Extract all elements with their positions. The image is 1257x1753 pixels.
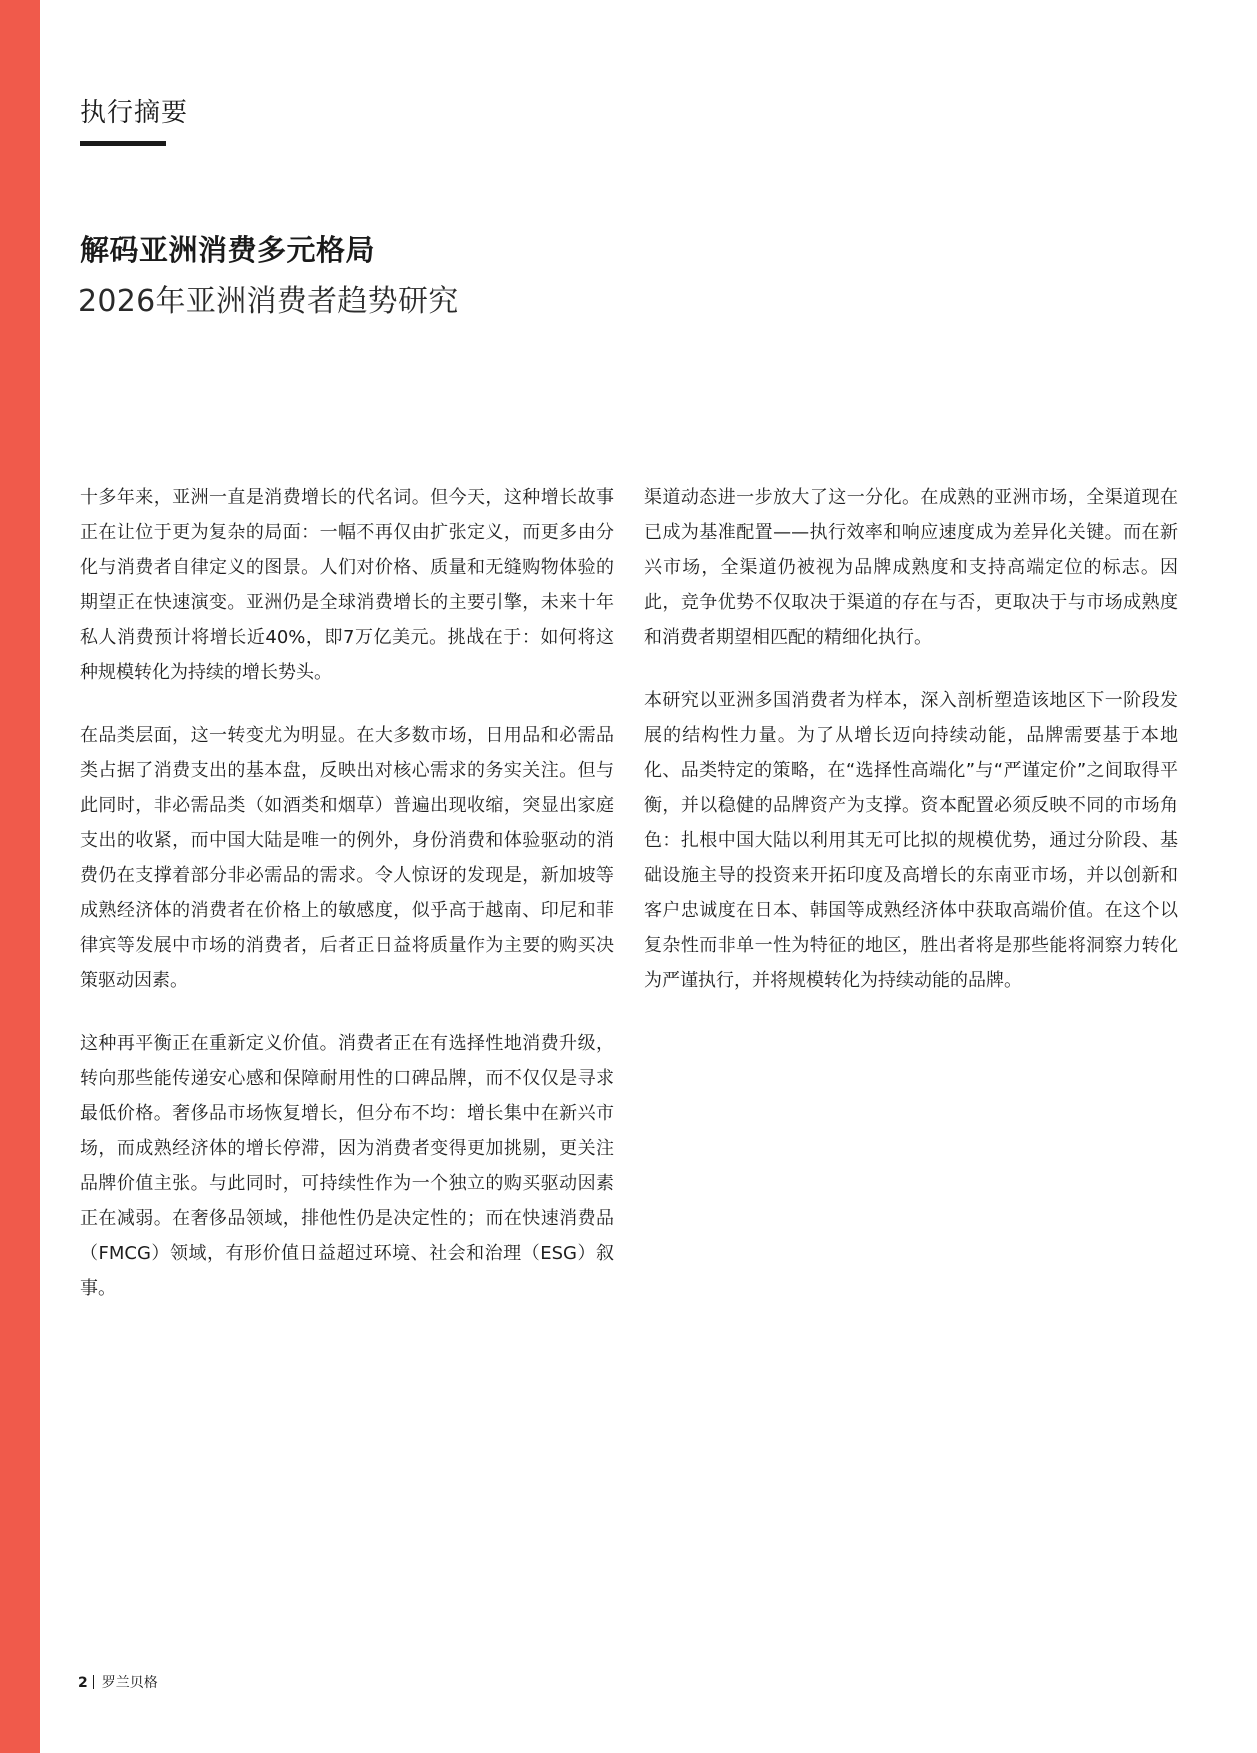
- body-paragraph: 这种再平衡正在重新定义价值。消费者正在有选择性地消费升级，转向那些能传递安心感和保障耐用性的口碑品牌，而不仅仅是寻求最低价格。奢侈品市场恢复增长，但分布不均：增长集中在新兴市场，而成熟经济体的增长停滞，因为消费者变得更加挑剔，更关注品牌价值主张。与此同时，可持续性作为一个独立的购买驱动因素正在减弱。在奢侈品领域，排他性仍是决定性的；而在快速消费品（FMCG）领域，有形价值日益超过环境、社会和治理（ESG）叙事。: [80, 1033, 614, 1299]
- section-label: 执行摘要: [80, 98, 189, 128]
- page-subtitle: 2026年亚洲消费者趋势研究: [78, 284, 459, 319]
- right-text-column: [644, 480, 1178, 1026]
- body-paragraph: 在品类层面，这一转变尤为明显。在大多数市场，日用品和必需品类占据了消费支出的基本盘，反映出对核心需求的务实关注。但与此同时，非必需品类（如酒类和烟草）普遍出现收缩，突显出家庭支出的收紧，而中国大陆是唯一的例外，身份消费和体验驱动的消费仍在支撑着部分非必需品的需求。令人惊讶的发现是，新加坡等成熟经济体的消费者在价格上的敏感度，似乎高于越南、印尼和菲律宾等发展中市场的消费者，后者正日益将质量作为主要的购买决策驱动因素。: [80, 725, 614, 991]
- footer-divider: [93, 1675, 94, 1689]
- body-paragraph: 本研究以亚洲多国消费者为样本，深入剖析塑造该地区下一阶段发展的结构性力量。为了从增长迈向持续动能，品牌需要基于本地化、品类特定的策略，在“选择性高端化”与“严谨定价”之间取得平衡，并以稳健的品牌资产为支撑。资本配置必须反映不同的市场角色：扎根中国大陆以利用其无可比拟的规模优势，通过分阶段、基础设施主导的投资来开拓印度及高增长的东南亚市场，并以创新和客户忠诚度在日本、韩国等成熟经济体中获取高端价值。在这个以复杂性而非单一性为特征的地区，胜出者将是那些能将洞察力转化为严谨执行，并将规模转化为持续动能的品牌。: [644, 690, 1178, 991]
- page-footer: [78, 1672, 158, 1692]
- body-paragraph: 渠道动态进一步放大了这一分化。在成熟的亚洲市场，全渠道现在已成为基准配置——执行效率和响应速度成为差异化关键。而在新兴市场，全渠道仍被视为品牌成熟度和支持高端定位的标志。因此，竞争优势不仅取决于渠道的存在与否，更取决于与市场成熟度和消费者期望相匹配的精细化执行。: [644, 487, 1178, 648]
- page-title: 解码亚洲消费多元格局: [80, 233, 376, 267]
- body-paragraph: 十多年来，亚洲一直是消费增长的代名词。但今天，这种增长故事正在让位于更为复杂的局面：一幅不再仅由扩张定义，而更多由分化与消费者自律定义的图景。人们对价格、质量和无缝购物体验的期望正在快速演变。亚洲仍是全球消费增长的主要引擎，未来十年私人消费预计将增长近40%，即7万亿美元。挑战在于：如何将这种规模转化为持续的增长势头。: [80, 487, 614, 683]
- left-text-column: [80, 480, 614, 1334]
- page-number: 2: [78, 1675, 88, 1691]
- accent-sidebar-bar: [0, 0, 40, 1753]
- section-underline: [80, 141, 166, 146]
- footer-brand: 罗兰贝格: [101, 1675, 158, 1691]
